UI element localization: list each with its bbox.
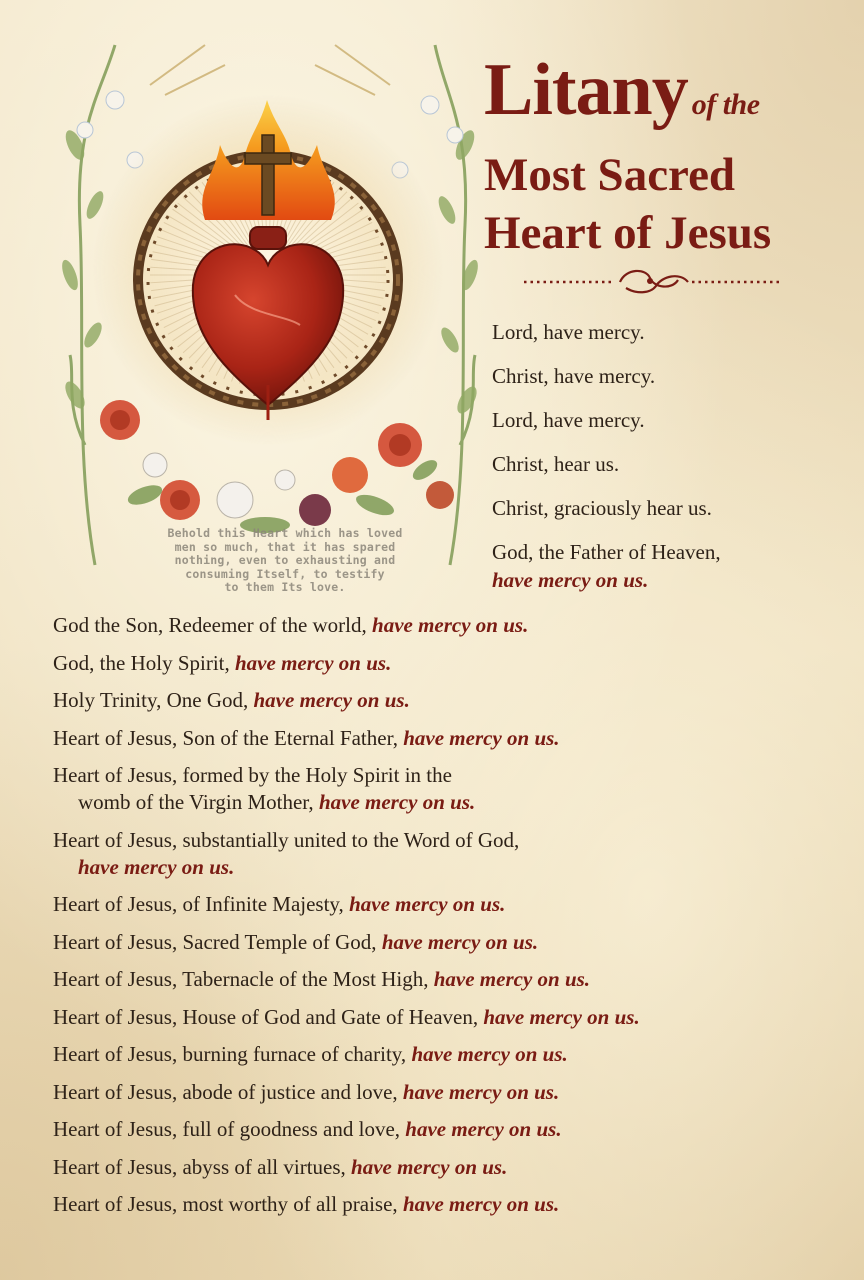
title-of-the: of the <box>691 88 760 121</box>
litany-line <box>53 762 853 816</box>
response-text: have mercy on us. <box>405 1117 562 1141</box>
response-text: have mercy on us. <box>351 1154 508 1179</box>
litany-line <box>53 687 853 714</box>
invocation-line: Lord, have mercy. <box>492 408 645 432</box>
invocation-text: Heart of Jesus, burning furnace of charity, <box>53 1042 407 1066</box>
title-litany: Litany <box>484 49 688 131</box>
sacred-heart-illustration <box>55 25 485 610</box>
invocation-continuation <box>53 854 853 881</box>
title-line-3: Heart of Jesus <box>484 207 772 259</box>
invocation-text: God, the Father of Heaven, <box>492 540 721 564</box>
invocation-line: Christ, hear us. <box>492 452 620 476</box>
response-text: have mercy on us. <box>381 929 539 954</box>
invocation-line <box>492 538 852 594</box>
response-text: have mercy on us. <box>318 790 476 814</box>
litany-line <box>53 929 853 956</box>
invocation-text: Heart of Jesus, of Infinite Majesty, <box>53 892 344 916</box>
litany-line <box>53 891 853 918</box>
response-text: have mercy on us. <box>253 688 410 712</box>
response-text: have mercy on us. <box>411 1042 568 1066</box>
litany-line <box>53 1154 853 1181</box>
response-text: have mercy on us. <box>403 725 560 750</box>
litany-line <box>53 1079 853 1106</box>
litany-list <box>53 612 853 1229</box>
response-text: have mercy on us. <box>433 967 591 991</box>
title-line-1 <box>484 48 854 144</box>
litany-line <box>53 725 853 752</box>
invocation-text: Heart of Jesus, substantially united to the Word of God, <box>53 827 520 852</box>
litany-line <box>53 1004 853 1031</box>
litany-line <box>53 612 853 639</box>
litany-line <box>53 1191 853 1218</box>
invocation-text: Heart of Jesus, House of God and Gate of Heaven, <box>53 1004 479 1029</box>
invocation-text: Heart of Jesus, abyss of all virtues, <box>53 1154 346 1179</box>
caption-line: consuming Itself, to testify <box>185 566 385 581</box>
response-text: have mercy on us. <box>402 1079 560 1104</box>
invocation-text: Heart of Jesus, most worthy of all praise, <box>53 1192 398 1216</box>
litany-line <box>53 1116 853 1143</box>
ornamental-flourish-icon <box>522 264 784 298</box>
wheat <box>150 45 390 95</box>
invocation-text: Holy Trinity, One God, <box>53 688 249 712</box>
response-text: have mercy on us. <box>349 892 506 916</box>
response-text: have mercy on us. <box>235 650 392 675</box>
invocation-continuation <box>53 789 853 816</box>
invocation-line: Christ, have mercy. <box>492 364 656 388</box>
invocation-text: Heart of Jesus, formed by the Holy Spirit in the <box>53 763 452 787</box>
invocation-text: God, the Holy Spirit, <box>53 650 230 675</box>
invocation-text: Heart of Jesus, Sacred Temple of God, <box>53 929 377 954</box>
litany-line <box>53 1041 853 1068</box>
invocation-line: Christ, graciously hear us. <box>492 496 712 520</box>
invocation-text: Heart of Jesus, Tabernacle of the Most High, <box>53 967 429 991</box>
caption-line: Behold this Heart which has loved <box>167 526 403 540</box>
response-text: have mercy on us. <box>78 854 235 879</box>
litany-line <box>53 827 853 881</box>
response-text: have mercy on us. <box>372 613 529 637</box>
caption-line: nothing, even to exhausting and <box>174 553 396 567</box>
response-text: have mercy on us. <box>492 568 649 592</box>
litany-line <box>53 650 853 677</box>
invocation-line: Lord, have mercy. <box>492 320 645 344</box>
litany-line <box>53 966 853 993</box>
title-line-2: Most Sacred <box>484 149 736 201</box>
response-text: have mercy on us. <box>483 1004 640 1029</box>
invocation-text: God the Son, Redeemer of the world, <box>53 613 367 637</box>
invocation-text: Heart of Jesus, Son of the Eternal Father, <box>53 725 398 750</box>
caption-line: men so much, that it has spared <box>174 539 396 554</box>
image-caption <box>135 527 435 595</box>
invocation-text: womb of the Virgin Mother, <box>78 790 314 814</box>
page-title <box>484 48 854 262</box>
invocation-text: Heart of Jesus, abode of justice and love, <box>53 1079 398 1104</box>
invocation-text: Heart of Jesus, full of goodness and love, <box>53 1117 401 1141</box>
caption-line: to them Its love. <box>224 580 346 594</box>
response-text: have mercy on us. <box>402 1192 560 1216</box>
sacred-heart-icon <box>55 25 485 610</box>
opening-invocations <box>492 310 852 594</box>
